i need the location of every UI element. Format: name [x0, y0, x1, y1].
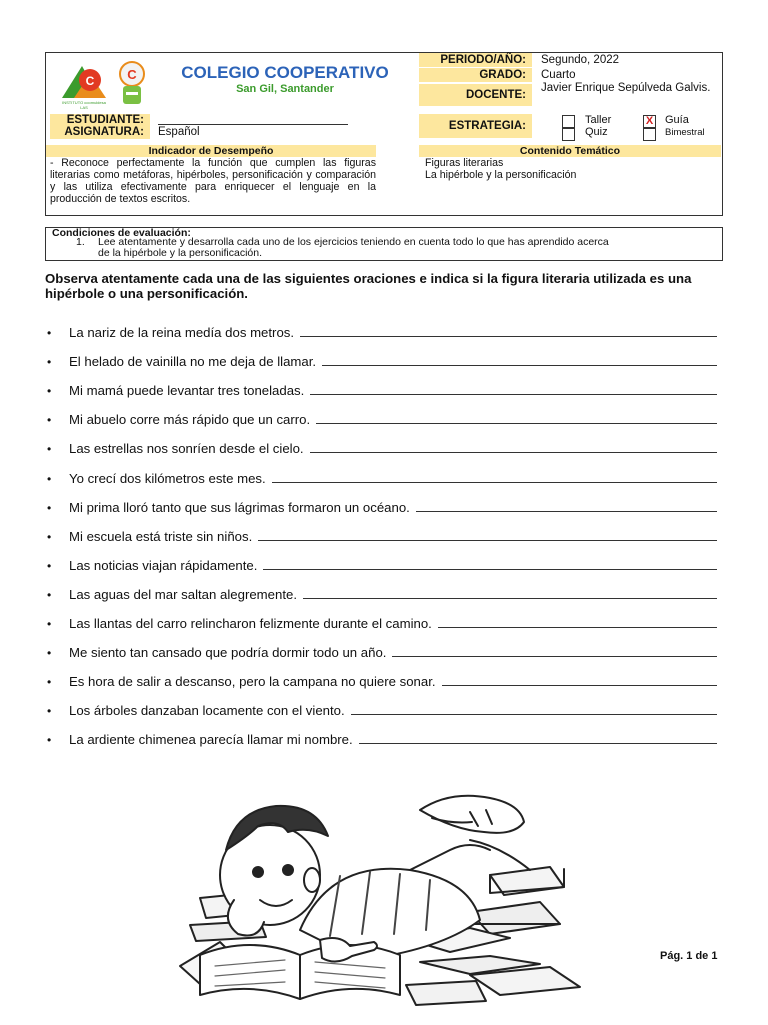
- sentence-text: Las llantas del carro relincharon felizmente durante el camino.: [69, 616, 432, 631]
- sentence-text: La ardiente chimenea parecía llamar mi nombre.: [69, 732, 353, 748]
- quiz-label: Quiz: [585, 126, 608, 138]
- conditions-text-1: Lee atentamente y desarrolla cada uno de los ejercicios teniendo en cuenta todo lo que has aprendido acerca: [98, 236, 609, 248]
- page-number: Pág. 1 de 1: [660, 950, 718, 962]
- instructions: Observa atentamente cada una de las siguientes oraciones e indica si la figura literaria utilizada es una hipérbole o una personificación.: [45, 271, 692, 301]
- sentence-item: [45, 727, 725, 747]
- quiz-checkbox[interactable]: [562, 128, 575, 141]
- sentence-item: [45, 524, 725, 544]
- bullet: •: [47, 558, 52, 573]
- sentence-text: Mi mamá puede levantar tres toneladas.: [69, 383, 305, 399]
- estudiante-field[interactable]: [158, 124, 348, 125]
- svg-text:C: C: [85, 74, 95, 88]
- sentence-text: Mi escuela está triste sin niños.: [69, 528, 253, 544]
- asignatura-value: Español: [158, 126, 200, 138]
- school-logo: [60, 58, 160, 108]
- answer-line[interactable]: [322, 364, 717, 366]
- answer-line[interactable]: [263, 568, 717, 570]
- sentence-item: [45, 611, 725, 631]
- bullet: •: [47, 442, 52, 457]
- sentence-item: [45, 553, 725, 573]
- answer-line[interactable]: [303, 597, 717, 599]
- sentence-text: Mi abuelo corre más rápido que un carro.: [69, 412, 311, 428]
- sentence-item: [45, 495, 725, 515]
- taller-label: Taller: [585, 114, 612, 126]
- taller-checkbox[interactable]: [562, 115, 575, 128]
- grado-label: GRADO:: [419, 68, 532, 82]
- answer-line[interactable]: [272, 481, 717, 483]
- sentence-text: La nariz de la reina medía dos metros.: [69, 325, 295, 340]
- answer-line[interactable]: [310, 393, 717, 395]
- answer-line[interactable]: [300, 335, 717, 337]
- bimestral-label: Bimestral: [665, 127, 705, 138]
- logo-caption: INSTITUTO coomuldesa LAS: [62, 100, 106, 110]
- answer-line[interactable]: [316, 422, 717, 424]
- estrategia-label: ESTRATEGIA:: [419, 114, 532, 138]
- asignatura-label: ASIGNATURA:: [50, 126, 150, 139]
- school-name: COLEGIO COOPERATIVO: [181, 63, 389, 82]
- sentence-text: Las aguas del mar saltan alegremente.: [69, 586, 297, 602]
- contenido-title: Contenido Temático: [419, 145, 721, 157]
- bullet: •: [47, 500, 52, 515]
- guia-checkbox[interactable]: X: [643, 115, 656, 128]
- bullet: •: [47, 355, 52, 370]
- conditions-title: Condiciones de evaluación:: [52, 227, 191, 239]
- sentence-item: [45, 669, 725, 689]
- sentence-item: [45, 640, 725, 660]
- conditions-text-2: de la hipérbole y la personificación.: [98, 247, 263, 259]
- answer-line[interactable]: [392, 655, 717, 657]
- bullet: •: [47, 384, 52, 399]
- sentence-text: Mi prima lloró tanto que sus lágrimas formaron un océano.: [69, 499, 410, 515]
- answer-line[interactable]: [351, 713, 717, 715]
- sentence-item: [45, 349, 725, 369]
- docente-value: Javier Enrique Sepúlveda Galvis.: [541, 82, 711, 94]
- answer-line[interactable]: [442, 684, 717, 686]
- bullet: •: [47, 413, 52, 428]
- bullet: •: [47, 675, 52, 690]
- sentence-text: Las noticias viajan rápidamente.: [69, 557, 258, 573]
- child-reading-illustration: [170, 780, 650, 1020]
- contenido-line-2: La hipérbole y la personificación: [425, 169, 577, 181]
- answer-line[interactable]: [310, 451, 717, 453]
- bullet: •: [47, 529, 52, 544]
- bullet: •: [47, 704, 52, 719]
- svg-text:C: C: [127, 67, 137, 82]
- answer-line[interactable]: [438, 626, 717, 628]
- sentence-item: [45, 582, 725, 602]
- bullet: •: [47, 587, 52, 602]
- sentence-text: Yo crecí dos kilómetros este mes.: [69, 470, 266, 486]
- guia-label: Guía: [665, 114, 689, 126]
- sentence-text: Me siento tan cansado que podría dormir todo un año.: [69, 645, 387, 661]
- bullet: •: [47, 646, 52, 661]
- docente-label: DOCENTE:: [419, 84, 532, 106]
- answer-line[interactable]: [416, 510, 717, 512]
- bimestral-checkbox[interactable]: [643, 128, 656, 141]
- sentence-text: Es hora de salir a descanso, pero la campana no quiere sonar.: [69, 674, 436, 690]
- estudiante-label: ESTUDIANTE:: [50, 114, 150, 127]
- sentence-item: [45, 436, 725, 456]
- bullet: •: [47, 471, 52, 486]
- sentence-text: Los árboles danzaban locamente con el viento.: [69, 703, 345, 719]
- contenido-line-1: Figuras literarias: [425, 157, 504, 169]
- answer-line[interactable]: [258, 539, 717, 541]
- bullet: •: [47, 733, 52, 748]
- school-city: San Gil, Santander: [236, 83, 334, 95]
- bullet: •: [47, 617, 52, 631]
- grado-value: Cuarto: [541, 69, 576, 81]
- sentence-item: [45, 466, 725, 486]
- periodo-value: Segundo, 2022: [541, 54, 620, 66]
- indicador-text: - Reconoce perfectamente la función que cumplen las figuras literarias como metáforas, hipérboles, personificación y comparación y las utiliza efectivamente para enriquecer el lenguaje en la producción de textos escritos.: [50, 157, 376, 206]
- conditions-number: 1.: [76, 236, 85, 248]
- sentence-item: [45, 698, 725, 718]
- bullet: •: [47, 326, 52, 340]
- indicador-title: Indicador de Desempeño: [46, 145, 376, 157]
- sentence-item: [45, 320, 725, 340]
- sentence-text: El helado de vainilla no me deja de llamar.: [69, 354, 317, 370]
- sentence-item: [45, 407, 725, 427]
- sentence-text: Las estrellas nos sonríen desde el cielo.: [69, 441, 304, 457]
- answer-line[interactable]: [359, 742, 717, 744]
- sentence-item: [45, 378, 725, 398]
- periodo-label: PERIODO/AÑO:: [419, 53, 532, 67]
